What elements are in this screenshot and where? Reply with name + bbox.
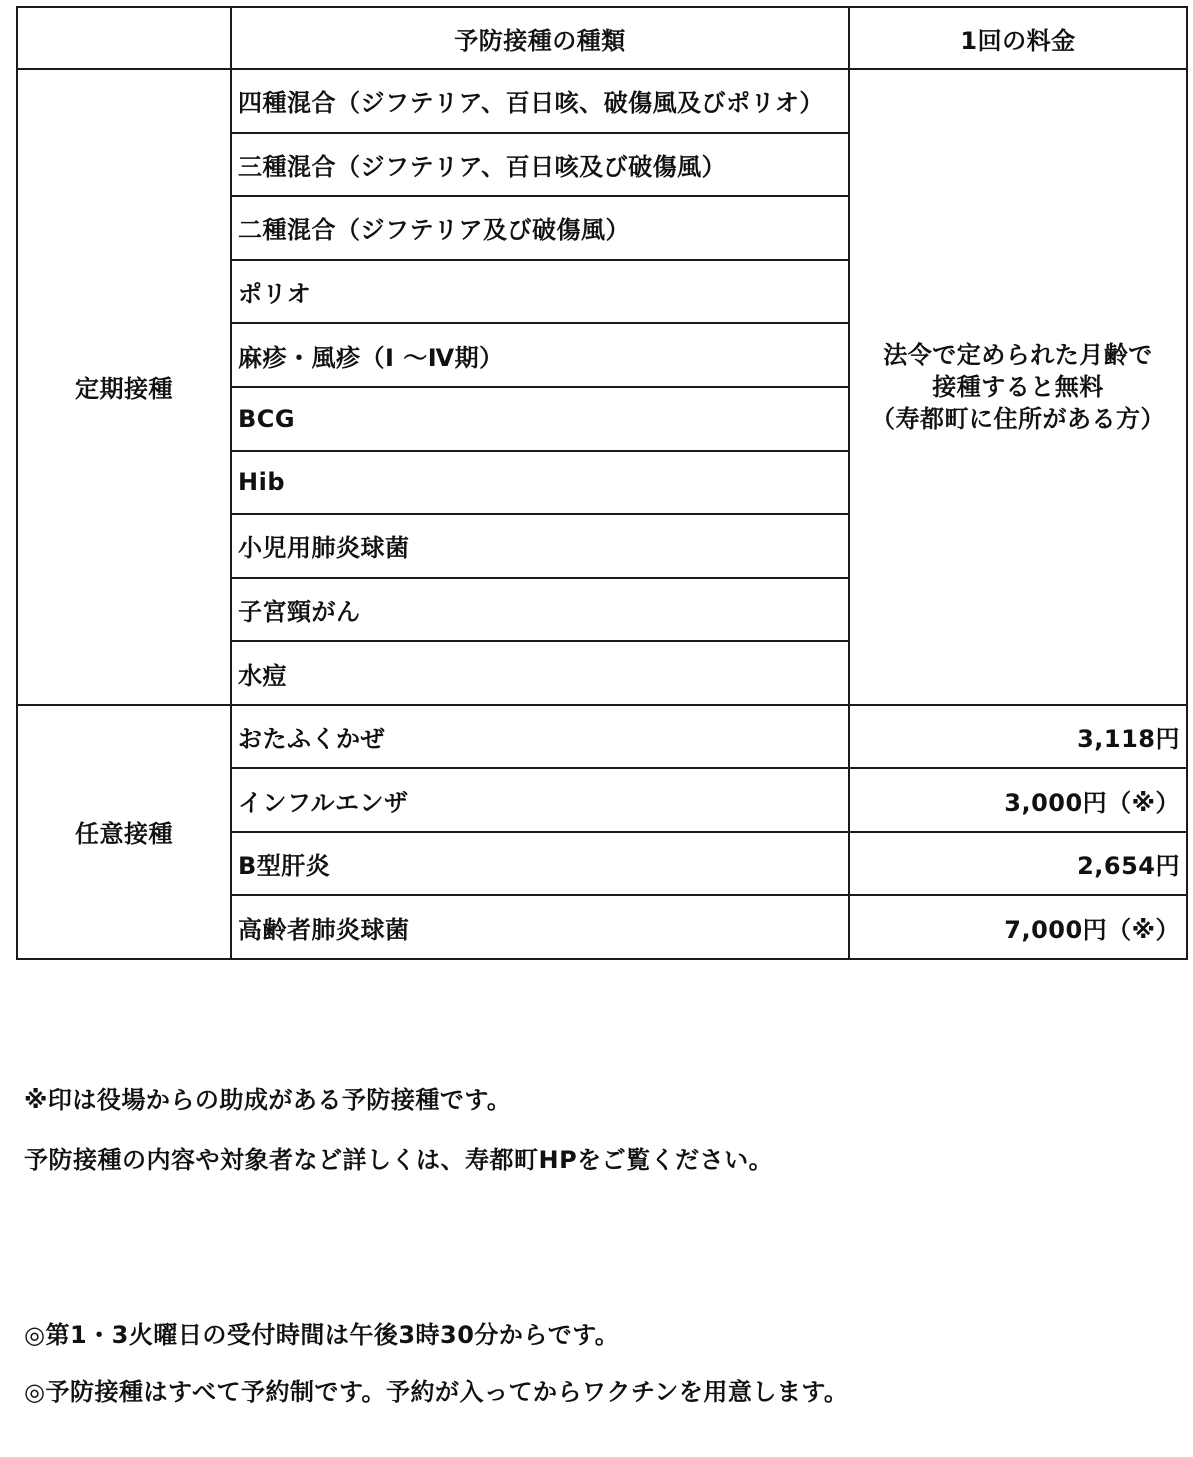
fee-note-line: 法令で定められた月齢で <box>883 340 1153 369</box>
regular-fee-note <box>849 69 1187 705</box>
vaccine-name: おたふくかぜ <box>231 705 849 769</box>
vaccine-name: ポリオ <box>231 260 849 324</box>
vaccine-name: 水痘 <box>231 641 849 705</box>
table-header-row <box>17 7 1187 69</box>
reservation-note: ◎予防接種はすべて予約制です。予約が入ってからワクチンを用意します。 <box>24 1378 849 1406</box>
header-vaccine-type: 予防接種の種類 <box>231 7 849 69</box>
vaccine-name: Hib <box>231 451 849 515</box>
vaccine-fee: 3,118円 <box>849 705 1187 769</box>
vaccine-fee: 3,000円（※） <box>849 768 1187 832</box>
subsidy-note: ※印は役場からの助成がある予防接種です。 <box>24 1086 512 1114</box>
table-row <box>17 69 1187 133</box>
category-optional: 任意接種 <box>17 705 231 959</box>
vaccine-name: 四種混合（ジフテリア、百日咳、破傷風及びポリオ） <box>231 69 849 133</box>
header-fee: 1回の料金 <box>849 7 1187 69</box>
vaccine-name: 子宮頸がん <box>231 578 849 642</box>
vaccine-name: B型肝炎 <box>231 832 849 896</box>
reception-time-note: ◎第1・3火曜日の受付時間は午後3時30分からです。 <box>24 1321 620 1349</box>
fee-note-line: （寿都町に住所がある方） <box>871 404 1165 433</box>
vaccine-name: 高齢者肺炎球菌 <box>231 895 849 959</box>
fee-note-line: 接種すると無料 <box>932 372 1104 401</box>
vaccine-fee: 2,654円 <box>849 832 1187 896</box>
vaccine-fee: 7,000円（※） <box>849 895 1187 959</box>
vaccine-name: 二種混合（ジフテリア及び破傷風） <box>231 196 849 260</box>
vaccine-name: 三種混合（ジフテリア、百日咳及び破傷風） <box>231 133 849 197</box>
header-category <box>17 7 231 69</box>
vaccine-name: インフルエンザ <box>231 768 849 832</box>
table-row <box>17 705 1187 769</box>
details-note: 予防接種の内容や対象者など詳しくは、寿都町HPをご覧ください。 <box>24 1146 774 1174</box>
vaccine-name: BCG <box>231 387 849 451</box>
category-regular: 定期接種 <box>17 69 231 705</box>
vaccine-name: 麻疹・風疹（Ⅰ ～Ⅳ期） <box>231 323 849 387</box>
vaccination-fee-table <box>16 6 1188 960</box>
vaccine-name: 小児用肺炎球菌 <box>231 514 849 578</box>
